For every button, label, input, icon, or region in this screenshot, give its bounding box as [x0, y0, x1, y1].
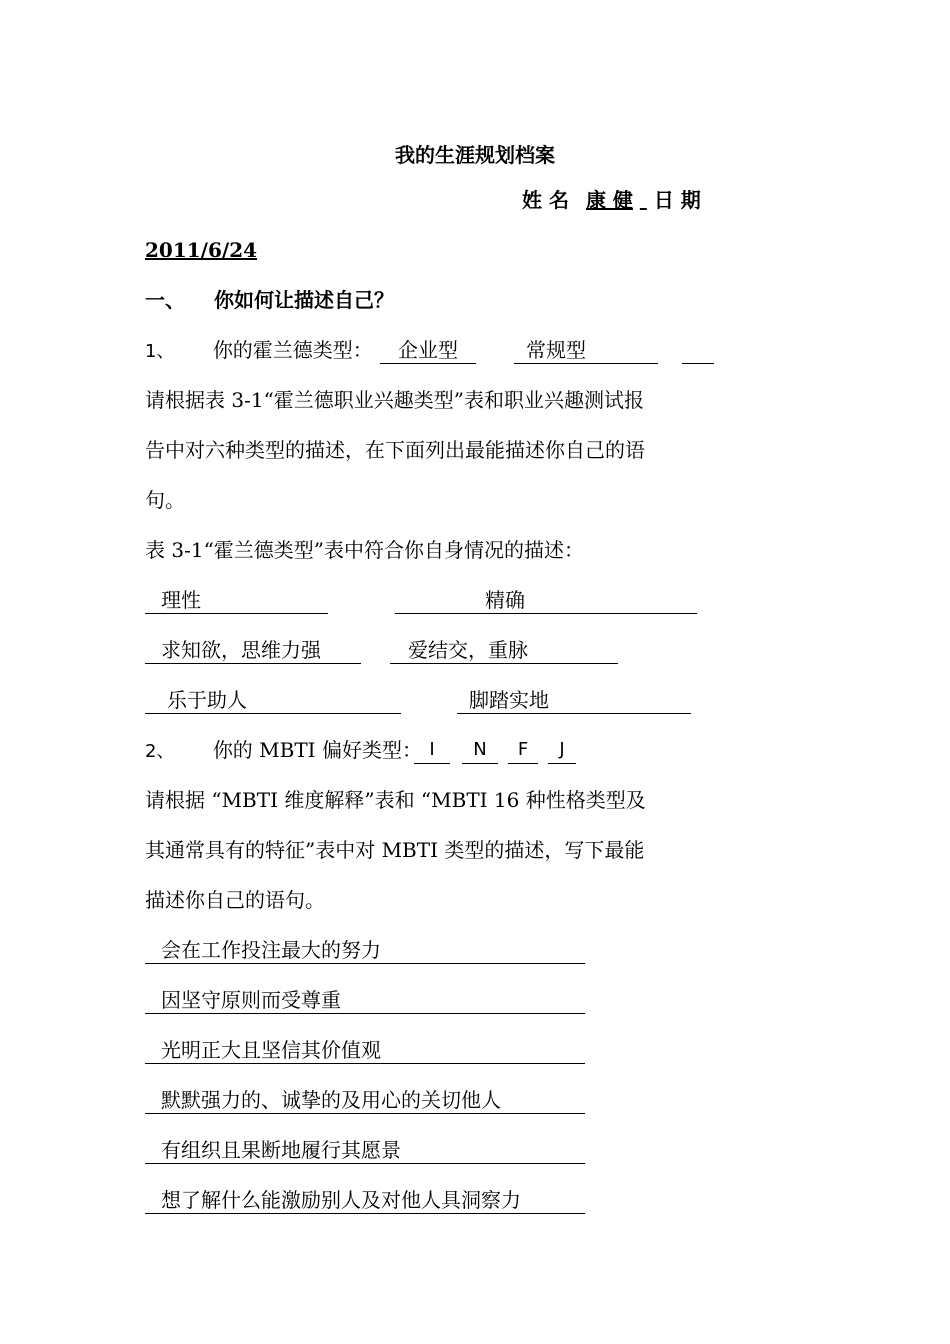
- holland-type-1-field: 企业型: [380, 337, 476, 364]
- mbti-sentence: 想了解什么能激励别人及对他人具洞察力: [145, 1187, 585, 1214]
- trait-field: 精确: [395, 587, 697, 614]
- document-title: 我的生涯规划档案: [395, 143, 555, 167]
- mbti-sentence: 有组织且果断地履行其愿景: [145, 1137, 585, 1164]
- section-heading-text: 你如何让描述自己？: [213, 288, 394, 312]
- trait-field: 理性: [145, 587, 328, 614]
- question-1-text: 你的霍兰德类型：: [212, 338, 373, 362]
- mbti-letter-field: J: [548, 737, 576, 764]
- mbti-sentence: 默默强力的、诚挚的及用心的关切他人: [145, 1087, 585, 1114]
- date-value: 2011/6/24: [145, 238, 258, 262]
- mbti-letter-field: I: [414, 737, 450, 764]
- mbti-instruction-line-3: 描述你自己的语句。: [145, 888, 325, 912]
- mbti-sentence: 光明正大且坚信其价值观: [145, 1037, 585, 1064]
- name-label: 姓 名: [522, 188, 569, 212]
- section-heading: [145, 287, 394, 313]
- trait-field: 脚踏实地: [457, 687, 691, 714]
- question-2-line: [145, 737, 422, 765]
- mbti-letter-field: N: [462, 737, 498, 764]
- question-1-line: [145, 337, 373, 365]
- question-2-text: 你的 MBTI 偏好类型：: [212, 738, 422, 762]
- holland-type-2-field: 常规型: [514, 337, 658, 364]
- table-intro: 表 3-1“霍兰德类型”表中符合你自身情况的描述：: [145, 538, 585, 562]
- instruction-line-2: 告中对六种类型的描述，在下面列出最能描述你自己的语: [145, 438, 645, 462]
- instruction-line-3: 句。: [145, 488, 185, 512]
- trait-field: 求知欲，思维力强: [145, 637, 361, 664]
- name-value-trailing-underline: [640, 188, 647, 212]
- section-number: 一、: [145, 288, 185, 312]
- mbti-instruction-line-1: 请根据 “MBTI 维度解释”表和 “MBTI 16 种性格类型及: [145, 788, 646, 812]
- trait-field: 爱结交，重脉: [390, 637, 618, 664]
- question-1-number: 1、: [145, 341, 175, 362]
- question-2-number: 2、: [145, 741, 175, 762]
- name-value: 康 健: [585, 188, 633, 212]
- mbti-sentence: 会在工作投注最大的努力: [145, 937, 585, 964]
- date-label: 日 期: [653, 188, 701, 212]
- mbti-letter-field: F: [508, 737, 538, 764]
- holland-type-3-blank: [682, 337, 714, 364]
- header-name-date-line: [522, 187, 701, 213]
- instruction-line-1: 请根据表 3-1“霍兰德职业兴趣类型”表和职业兴趣测试报: [145, 388, 645, 412]
- mbti-instruction-line-2: 其通常具有的特征”表中对 MBTI 类型的描述，写下最能: [145, 838, 645, 862]
- mbti-sentence: 因坚守原则而受尊重: [145, 987, 585, 1014]
- trait-field: 乐于助人: [145, 687, 401, 714]
